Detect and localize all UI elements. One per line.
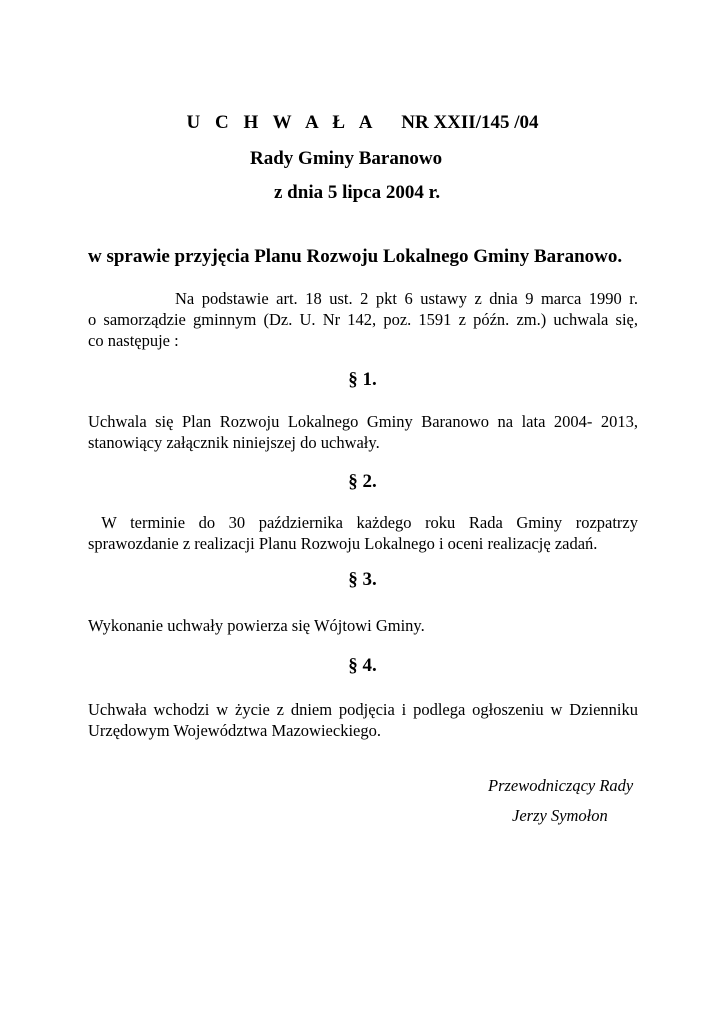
section-1-line-1: Uchwala się Plan Rozwoju Lokalnego Gminy Baranowo na lata 2004- 2013, [88,412,638,431]
resolution-title [0,112,725,134]
section-4-text [88,699,638,741]
section-2-line-2: sprawozdanie z realizacji Planu Rozwoju Lokalnego i oceni realizację zadań. [88,534,598,553]
section-3-mark: § 3. [348,569,377,590]
intro-line-2: o samorządzie gminnym (Dz. U. Nr 142, poz. 1591 z późn. zm.) uchwala się, [88,310,638,329]
section-4-line-2: Urzędowym Województwa Mazowieckiego. [88,721,381,740]
signature-name: Jerzy Symołon [512,806,608,825]
resolution-date: z dnia 5 lipca 2004 r. [274,182,441,203]
intro-line-1: Na podstawie art. 18 ust. 2 pkt 6 ustawy z dnia 9 marca 1990 r. [175,289,638,308]
council-name: Rady Gminy Baranowo [250,148,443,169]
signature-role: Przewodniczący Rady [488,776,634,795]
section-1-line-2: stanowiący załącznik niniejszej do uchwały. [88,433,380,452]
section-1-text [88,411,638,453]
intro-line-3: co następuje : [88,331,179,350]
section-4-line-1: Uchwała wchodzi w życie z dniem podjęcia i podlega ogłoszeniu w Dzienniku [88,700,638,719]
section-3-line-1: Wykonanie uchwały powierza się Wójtowi Gminy. [88,616,425,635]
section-2-text [88,512,638,554]
section-3-text [88,615,638,636]
resolution-word: U C H W A Ł A [186,112,378,133]
section-2-mark: § 2. [348,471,377,492]
section-2-line-1: W terminie do 30 października każdego roku Rada Gminy rozpatrzy [88,513,638,532]
intro-paragraph [88,288,638,351]
resolution-number: NR XXII/145 /04 [401,112,539,133]
section-4-mark: § 4. [348,655,377,676]
resolution-subject: w sprawie przyjęcia Planu Rozwoju Lokalnego Gminy Baranowo. [88,246,623,267]
section-1-mark: § 1. [348,369,377,390]
